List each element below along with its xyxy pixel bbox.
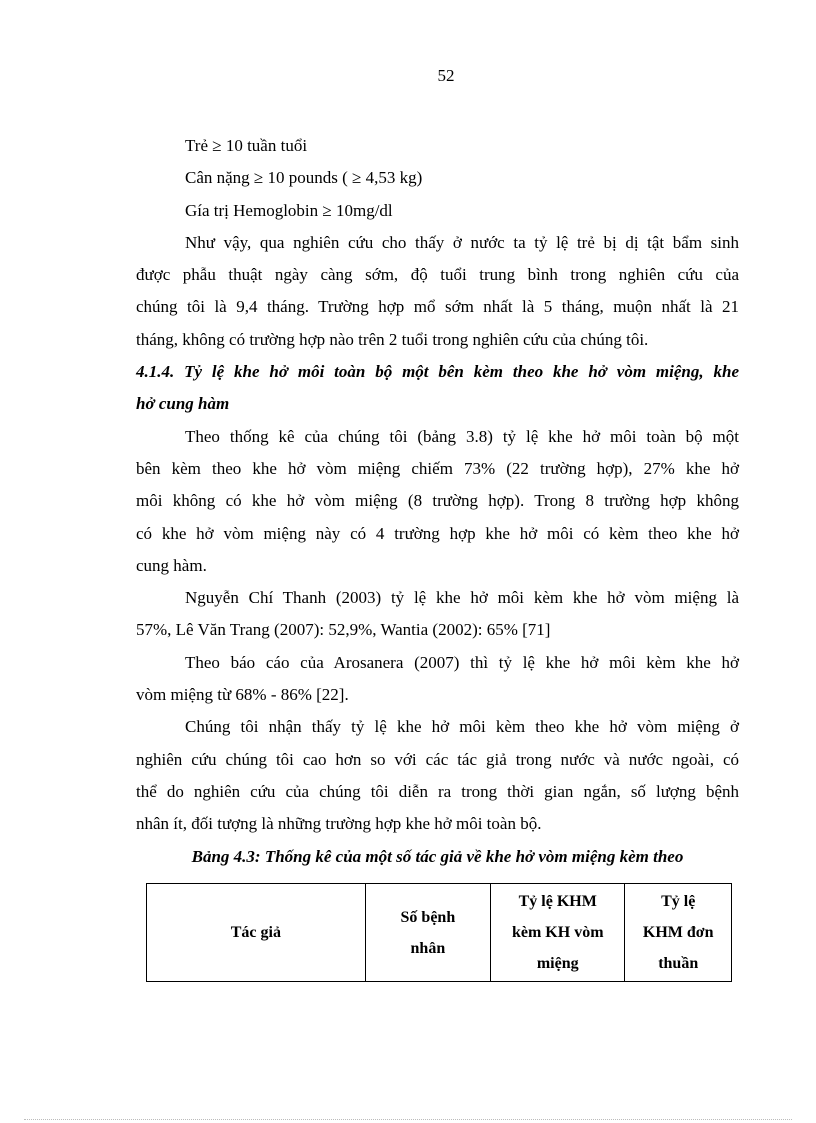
page-bottom-divider — [24, 1119, 792, 1120]
header-with-cleft-palate — [491, 884, 625, 982]
body-text — [136, 130, 739, 873]
authors-table — [146, 883, 732, 982]
table-header-row — [147, 884, 732, 982]
criterion-weight: Cân nặng ≥ 10 pounds ( ≥ 4,53 kg) — [185, 168, 423, 188]
paragraph-line: vòm miệng từ 68% - 86% [22]. — [136, 685, 349, 705]
paragraph-line: Chúng tôi nhận thấy tỷ lệ khe hở môi kèm theo khe hở vòm miệng ở — [185, 717, 739, 737]
paragraph-line: nghiên cứu chúng tôi cao hơn so với các tác giả trong nước và nước ngoài, có — [136, 749, 739, 769]
paragraph-line: tháng, không có trường hợp nào trên 2 tuổi trong nghiên cứu của chúng tôi. — [136, 329, 649, 349]
header-text-line: kèm KH vòm — [511, 924, 604, 941]
paragraph-line: có khe hở vòm miệng này có 4 trường hợp khe hở môi có kèm theo khe hở — [136, 523, 739, 543]
section-heading: 4.1.4. Tỷ lệ khe hở môi toàn bộ một bên kèm theo khe hở vòm miệng, khe — [136, 362, 739, 382]
criterion-age: Trẻ ≥ 10 tuần tuổi — [185, 136, 308, 155]
section-heading: hở cung hàm — [136, 394, 230, 414]
criterion-hemoglobin: Gía trị Hemoglobin ≥ 10mg/dl — [185, 200, 393, 220]
header-isolated — [625, 884, 732, 982]
page-number: 52 — [437, 66, 455, 85]
header-author-label: Tác giả — [230, 924, 281, 941]
header-text-line: Số bệnh — [400, 908, 456, 926]
paragraph-line: Theo thống kê của chúng tôi (bảng 3.8) tỷ lệ khe hở môi toàn bộ một — [185, 426, 739, 446]
paragraph-line: chúng tôi là 9,4 tháng. Trường hợp mổ sớm nhất là 5 tháng, muộn nhất là 21 — [136, 297, 739, 317]
header-patients — [365, 884, 490, 982]
paragraph-line: 57%, Lê Văn Trang (2007): 52,9%, Wantia (2002): 65% [71] — [136, 620, 551, 640]
header-text-line: miệng — [536, 955, 579, 972]
paragraph-line: bên kèm theo khe hở vòm miệng chiếm 73% (22 trường hợp), 27% khe hở — [136, 458, 739, 478]
paragraph-line: nhân ít, đối tượng là những trường hợp khe hở môi toàn bộ. — [136, 814, 542, 834]
header-text-line: KHM đơn — [642, 924, 714, 941]
header-text-line: Tỷ lệ — [661, 893, 696, 910]
paragraph-line: cung hàm. — [136, 555, 207, 575]
header-author — [147, 884, 366, 982]
paragraph-line: Theo báo cáo của Arosanera (2007) thì tỷ lệ khe hở môi kèm khe hở — [185, 652, 739, 672]
paragraph-line: Như vậy, qua nghiên cứu cho thấy ở nước ta tỷ lệ trẻ bị dị tật bẩm sinh — [185, 232, 739, 252]
paragraph-line: thể do nghiên cứu của chúng tôi diễn ra trong thời gian ngắn, số lượng bệnh — [136, 781, 739, 801]
header-text-line: nhân — [410, 939, 446, 957]
header-text-line: Tỷ lệ KHM — [518, 893, 597, 910]
header-text-line: thuần — [658, 955, 699, 972]
table-caption: Bảng 4.3: Thống kê của một số tác giả về khe hở vòm miệng kèm theo — [191, 846, 684, 866]
paragraph-line: môi không có khe hở vòm miệng (8 trường hợp). Trong 8 trường hợp không — [136, 491, 739, 511]
paragraph-line: Nguyễn Chí Thanh (2003) tỷ lệ khe hở môi kèm khe hở vòm miệng là — [185, 588, 739, 608]
paragraph-line: được phẫu thuật ngày càng sớm, độ tuổi trung bình trong nghiên cứu của — [136, 265, 739, 285]
